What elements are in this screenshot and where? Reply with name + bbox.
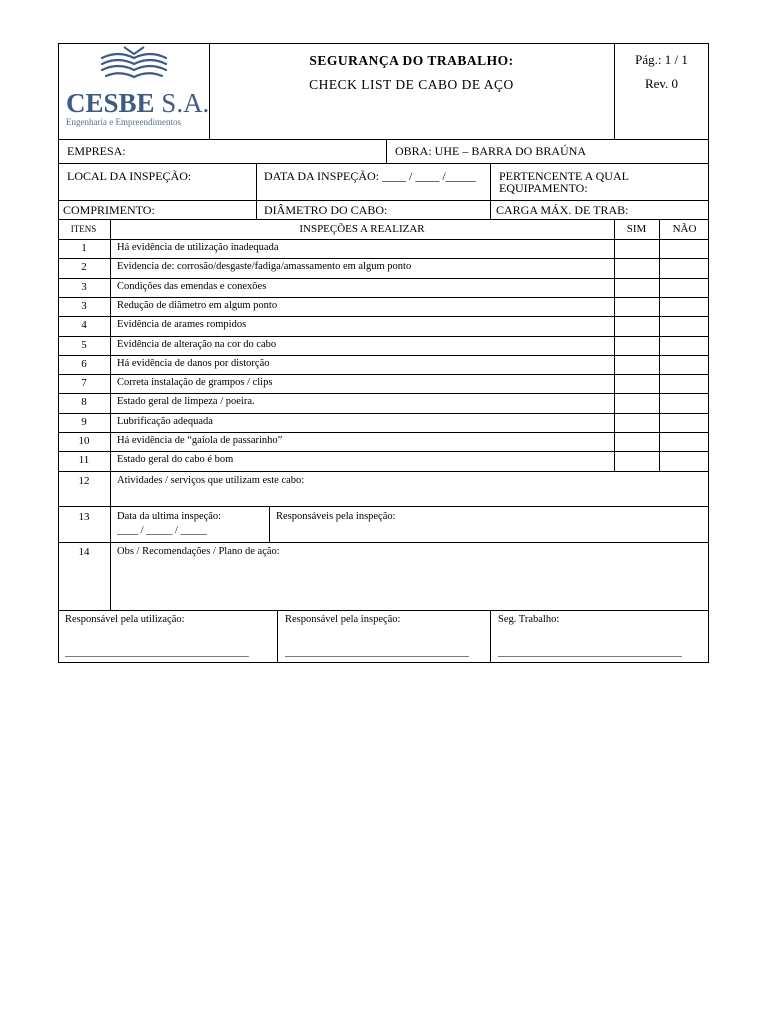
page-number: Pág.: 1 / 1: [635, 52, 688, 67]
local-label: LOCAL DA INSPEÇÃO:: [67, 169, 192, 183]
data-inspecao-label: DATA DA INSPEÇÃO: ____ / ____ /_____: [264, 169, 476, 183]
row-12-text: Atividades / serviços que utilizam este cabo:: [117, 475, 305, 486]
footer-utilizacao-label: Responsável pela utilização:: [65, 614, 185, 625]
col-header-inspecoes: INSPEÇÕES A REALIZAR: [299, 223, 425, 235]
row-text: Há evidência de utilização inadequada: [117, 242, 279, 253]
divider: [58, 297, 709, 298]
sim-checkbox-cell[interactable]: [615, 433, 658, 450]
nao-checkbox-cell[interactable]: [660, 414, 708, 431]
divider: [58, 336, 709, 337]
row-number: 6: [81, 357, 87, 370]
logo-tagline: Engenharia e Empreendimentos: [66, 117, 181, 127]
divider: [58, 542, 709, 543]
row-number: 2: [81, 261, 87, 274]
divider: [58, 219, 709, 220]
divider: [277, 610, 278, 663]
divider: [58, 258, 709, 259]
row-13-data-blank: ____ / _____ / _____: [117, 525, 207, 536]
footer-seg-label: Seg. Trabalho:: [498, 614, 560, 625]
divider: [58, 374, 709, 375]
sim-checkbox-cell[interactable]: [615, 317, 658, 334]
sim-checkbox-cell[interactable]: [615, 298, 658, 315]
form-frame: [58, 43, 709, 663]
row-number: 3: [81, 280, 87, 293]
carga-label: CARGA MÁX. DE TRAB:: [496, 203, 629, 217]
sim-checkbox-cell[interactable]: [615, 356, 658, 373]
divider: [269, 506, 270, 542]
divider: [58, 393, 709, 394]
row-14-number: 14: [78, 546, 90, 558]
divider: [58, 355, 709, 356]
page-title: SEGURANÇA DO TRABALHO:: [309, 53, 514, 68]
divider: [490, 163, 491, 219]
logo-suffix: S.A.: [161, 88, 210, 118]
row-number: 9: [81, 415, 87, 428]
row-13-number: 13: [78, 511, 90, 523]
divider: [58, 316, 709, 317]
nao-checkbox-cell[interactable]: [660, 433, 708, 450]
divider: [58, 200, 709, 201]
row-text: Correta instalação de grampos / clips: [117, 377, 273, 389]
row-number: 10: [78, 435, 90, 447]
signature-line-inspecao[interactable]: ___________________________________: [285, 647, 469, 658]
empresa-label: EMPRESA:: [67, 144, 126, 158]
sim-checkbox-cell[interactable]: [615, 394, 658, 411]
divider: [58, 139, 709, 140]
divider: [256, 163, 257, 219]
nao-checkbox-cell[interactable]: [660, 394, 708, 411]
page-subtitle: CHECK LIST DE CABO DE AÇO: [309, 77, 514, 92]
logo-book-icon: [62, 46, 206, 86]
row-text: Evidencia de: corrosão/desgaste/fadiga/amassamento em algum ponto: [117, 261, 412, 273]
nao-checkbox-cell[interactable]: [660, 375, 708, 392]
divider: [58, 239, 709, 240]
company-logo: [62, 46, 210, 136]
row-13-data-label: Data da ultima inspeção:: [117, 511, 222, 522]
equipamento-label: EQUIPAMENTO:: [499, 181, 588, 195]
divider: [386, 139, 387, 163]
divider: [58, 451, 709, 452]
divider: [58, 610, 709, 611]
row-text: Há evidência de “gaiola de passarinho”: [117, 435, 283, 446]
nao-checkbox-cell[interactable]: [660, 356, 708, 373]
obra-label: OBRA: UHE – BARRA DO BRAÚNA: [395, 144, 587, 158]
row-number: 1: [81, 242, 87, 254]
divider: [58, 471, 709, 472]
nao-checkbox-cell[interactable]: [660, 337, 708, 354]
nao-checkbox-cell[interactable]: [660, 279, 708, 296]
sim-checkbox-cell[interactable]: [615, 240, 658, 257]
row-text: Condições das emendas e conexões: [117, 280, 267, 292]
row-number: 5: [81, 338, 87, 351]
comprimento-label: COMPRIMENTO:: [63, 203, 155, 217]
nao-checkbox-cell[interactable]: [660, 452, 708, 469]
nao-checkbox-cell[interactable]: [660, 259, 708, 276]
pertencente-label: PERTENCENTE A QUAL: [499, 169, 629, 183]
sim-checkbox-cell[interactable]: [615, 279, 658, 296]
divider: [58, 432, 709, 433]
row-text: Há evidência de danos por distorção: [117, 357, 270, 369]
footer-inspecao-label: Responsável pela inspeção:: [285, 614, 401, 625]
sim-checkbox-cell[interactable]: [615, 414, 658, 431]
col-header-nao: NÃO: [672, 223, 697, 235]
row-text: Evidência de arames rompidos: [117, 319, 247, 331]
row-text: Estado geral de limpeza / poeira.: [117, 396, 255, 408]
divider: [58, 413, 709, 414]
divider: [58, 278, 709, 279]
sim-checkbox-cell[interactable]: [615, 375, 658, 392]
sim-checkbox-cell[interactable]: [615, 259, 658, 276]
row-14-text: Obs / Recomendações / Plano de ação:: [117, 546, 280, 557]
row-number: 4: [81, 319, 87, 332]
divider: [490, 610, 491, 663]
diametro-label: DIÂMETRO DO CABO:: [264, 203, 388, 217]
signature-line-utilizacao[interactable]: ___________________________________: [65, 647, 249, 658]
row-text: Redução de diâmetro em algum ponto: [117, 299, 278, 311]
row-12-number: 12: [78, 475, 90, 487]
revision: Rev. 0: [644, 76, 679, 91]
col-header-itens: ITENS: [70, 224, 97, 234]
row-text: Lubrificação adequada: [117, 415, 213, 427]
nao-checkbox-cell[interactable]: [660, 298, 708, 315]
row-text: Estado geral do cabo é bom: [117, 454, 234, 466]
divider: [58, 506, 709, 507]
signature-line-seg[interactable]: ___________________________________: [498, 647, 682, 658]
logo-company: CESBE: [66, 88, 155, 118]
nao-checkbox-cell[interactable]: [660, 317, 708, 334]
row-text: Evidência de alteração na cor do cabo: [117, 338, 277, 350]
sim-checkbox-cell[interactable]: [615, 337, 658, 354]
row-number: 8: [81, 396, 87, 409]
row-number: 11: [78, 454, 90, 467]
sim-checkbox-cell[interactable]: [615, 452, 658, 469]
row-13-resp-label: Responsáveis pela inspeção:: [276, 511, 396, 522]
col-header-sim: SIM: [626, 223, 647, 235]
nao-checkbox-cell[interactable]: [660, 240, 708, 257]
row-number: 7: [81, 377, 87, 390]
divider: [58, 163, 709, 164]
row-number: 3: [81, 299, 87, 312]
